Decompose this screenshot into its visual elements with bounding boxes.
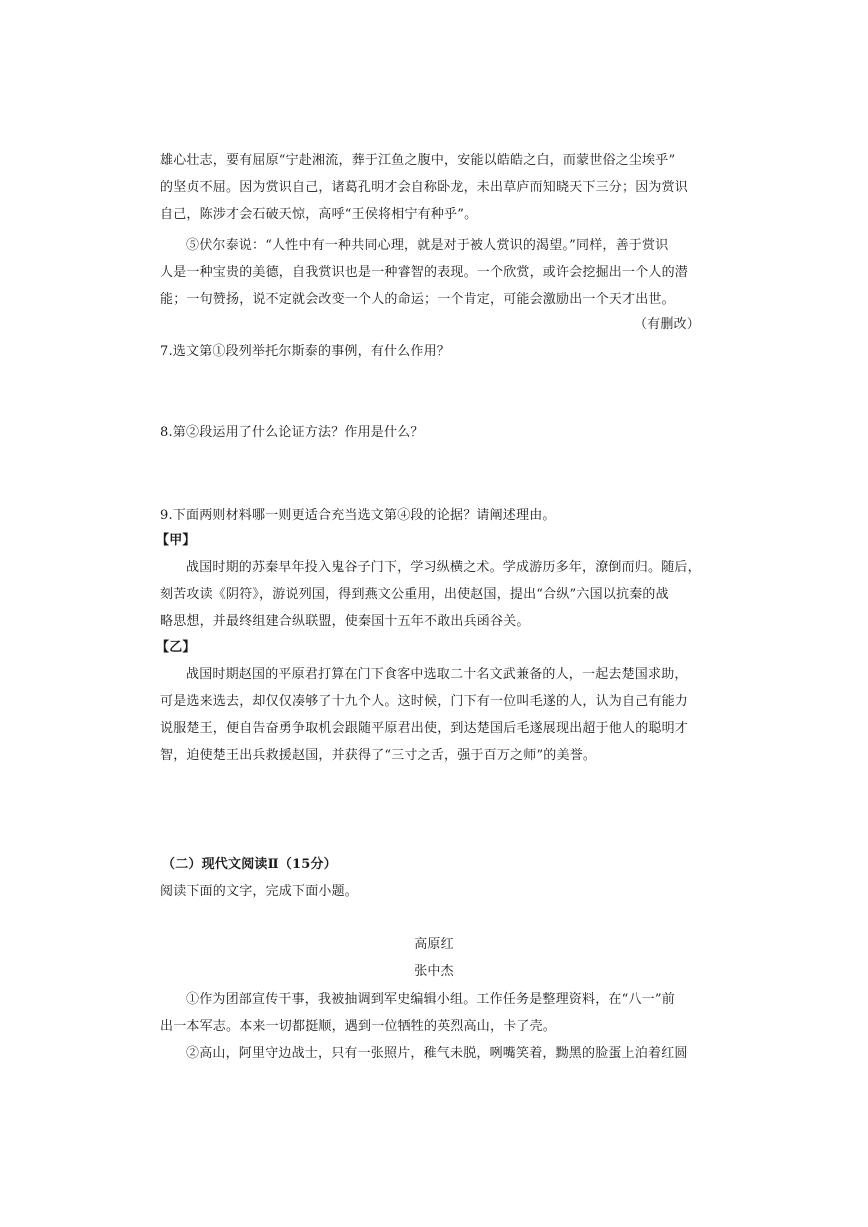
material-yi-label: 【乙】 — [156, 640, 196, 655]
section-heading: （二）现代文阅读Ⅱ（15分） — [162, 857, 337, 872]
passage-line: 雄心壮志，要有屈原“宁赴湘流，葬于江鱼之腹中，安能以皓皓之白，而蒙世俗之尘埃乎” — [160, 153, 676, 168]
passage-line: 能；一句赞扬，说不定就会改变一个人的命运；一个肯定，可能会激励出一个天才出世。 — [160, 292, 675, 307]
material-line: 刻苦攻读《阴符》，游说列国，得到燕文公重用，出使赵国，提出“合纵”六国以抗秦的战 — [160, 587, 669, 602]
material-line: 略思想，并最终组建合纵联盟，使秦国十五年不敢出兵函谷关。 — [160, 614, 530, 629]
article-line: ①作为团部宣传干事，我被抽调到军史编辑小组。工作任务是整理资料，在“八一”前 — [186, 992, 675, 1007]
material-jia-label: 【甲】 — [156, 533, 196, 548]
article-author: 张中杰 — [414, 964, 454, 979]
question-8: 8.第②段运用了什么论证方法？作用是什么？ — [160, 425, 424, 440]
article-title: 高原红 — [414, 937, 454, 952]
passage-line: 人是一种宝贵的美德，自我赏识也是一种睿智的表现。一个欣赏，或许会挖掘出一个人的潜 — [160, 265, 689, 280]
passage-line: ⑤伏尔泰说：“人性中有一种共同心理，就是对于被人赏识的渴望。”同样，善于赏识 — [186, 238, 669, 253]
article-line: 出一本军志。本来一切都挺顺，遇到一位牺牲的英烈高山，卡了壳。 — [160, 1019, 557, 1034]
passage-line: 自己，陈涉才会石破天惊，高呼“王侯将相宁有种乎”。 — [160, 207, 478, 222]
question-9: 9.下面两则材料哪一则更适合充当选文第④段的论据？请阐述理由。 — [160, 508, 556, 523]
material-line: 战国时期赵国的平原君打算在门下食客中选取二十名文武兼备的人，一起去楚国求助， — [186, 667, 688, 682]
question-7: 7.选文第①段列举托尔斯泰的事例，有什么作用？ — [160, 344, 451, 359]
material-line: 说服楚王，便自告奋勇争取机会跟随平原君出使，到达楚国后毛遂展现出超于他人的聪明才 — [160, 721, 689, 736]
passage-line: 的坚贞不屈。因为赏识自己，诸葛孔明才会自称卧龙，未出草庐而知晓天下三分；因为赏识 — [160, 180, 689, 195]
section-instruction: 阅读下面的文字，完成下面小题。 — [160, 884, 359, 899]
material-line: 战国时期的苏秦早年投入鬼谷子门下，学习纵横之术。学成游历多年，潦倒而归。随后， — [186, 560, 701, 575]
article-line: ②高山，阿里守边战士，只有一张照片，稚气未脱，咧嘴笑着，黝黑的脸蛋上泊着红圆 — [186, 1046, 688, 1061]
source-note: （有删改） — [633, 317, 700, 332]
material-line: 智，迫使楚王出兵救援赵国，并获得了“三寸之舌，强于百万之师”的美誉。 — [160, 748, 597, 763]
material-line: 可是选来选去，却仅仅凑够了十九个人。这时候，门下有一位叫毛遂的人，认为自己有能力 — [160, 694, 689, 709]
